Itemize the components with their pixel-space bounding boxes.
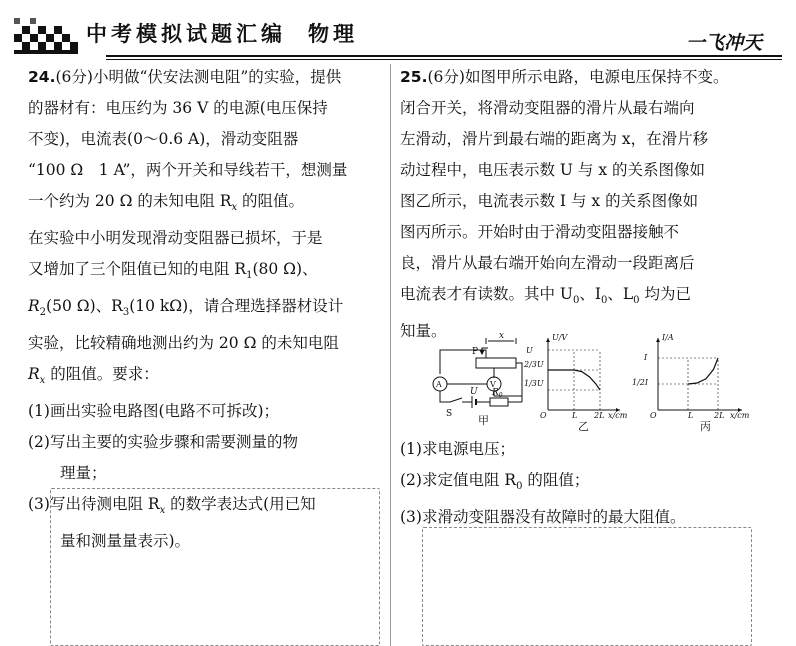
graph-c-xlabel: x/cm xyxy=(730,411,750,420)
graph-b-xtick-1: L xyxy=(572,411,578,420)
graph-c-xtick-1: L xyxy=(688,411,694,420)
q24-points: (6分) xyxy=(55,68,93,86)
q25-points: (6分) xyxy=(427,68,465,86)
q25-intro: 25.(6分)如图甲所示电路，电源电压保持不变。 闭合开关，将滑动变阻器的滑片从最右端向 左滑动，滑片到最右端的距离为 x，在滑片移 动过程中，电压表示数 U 与 x 的关系图像如 图乙所示，电流表示数 I 与 x 的关系图像如 图丙所示。开始时由于滑动变阻器接触不 良，滑片从最右端开始向左滑动一段距离后 电流表才有读数。其中 $U_0$、$I_0$、$L_0$ 均为已 知量。 xyxy=(400,68,729,341)
q25-answer-box[interactable] xyxy=(422,527,752,646)
graph-b-ylabel: U/V xyxy=(552,333,568,342)
graph-c-ytick-2: 1/2I xyxy=(632,378,649,387)
graph-b-xlabel: x/cm xyxy=(608,411,628,420)
q25-item-1: (1)求电源电压； xyxy=(400,440,515,458)
rheostat-icon xyxy=(476,358,516,368)
resistor-icon xyxy=(490,398,508,406)
x-label: x xyxy=(499,331,505,341)
q24-intro: 24.(6分)小明做“伏安法测电阻”的实验，提供 的器材有：电压约为 36 V 的电源(电压保持 不变)，电流表(0～0.6 A)，滑动变阻器 “100 Ω 1 A”，两个开关和导线若干，想测量 一个约为 20 Ω 的未知电阻 $R_x$ 的阻值。 xyxy=(28,68,348,214)
q25-item-3: (3)求滑动变阻器没有故障时的最大阻值。 xyxy=(400,508,686,527)
graph-c-xtick-2: 2L xyxy=(714,411,725,420)
q25-item-2: (2)求定值电阻 $R_0$ 的阻值； xyxy=(400,471,590,493)
subject-label: 物理 xyxy=(308,22,358,46)
graph-c-ytick-1: I xyxy=(644,353,648,362)
header-rule-thin xyxy=(106,59,782,60)
slider-arrow-icon xyxy=(480,350,484,354)
resistor-label: $R_0$ xyxy=(492,388,503,399)
q25-items xyxy=(400,434,784,533)
header-rule xyxy=(106,55,782,57)
graph-b-y-arrow-icon xyxy=(546,338,550,342)
graph-b-caption: 乙 xyxy=(578,420,589,432)
graph-c-y-arrow-icon xyxy=(656,338,660,342)
source-label: U xyxy=(470,387,478,397)
header-title xyxy=(86,18,358,48)
graph-c-curve xyxy=(688,358,718,384)
graph-b-ytick-1: U xyxy=(526,346,533,355)
ammeter-label: A xyxy=(436,380,442,389)
series-badge: 一飞冲天 xyxy=(686,32,763,54)
graph-b-xtick-2: 2L xyxy=(594,411,605,420)
q24-item-1: (1)画出实验电路图(电路不可拆改)； xyxy=(28,402,280,421)
graph-c-caption: 丙 xyxy=(700,420,711,432)
graph-b-ytick-2: 2/3U xyxy=(524,360,544,369)
graph-c xyxy=(632,333,750,432)
q24-paragraph-2: 在实验中小明发现滑动变阻器已损坏，于是 又增加了三个阻值已知的电阻 $R_1(80$ Ω)、 $R_2(50$ Ω)、$R_3(10$ kΩ)，请合理选择器材设计 实验，比较精确地测出约为 20 Ω 的未知电阻 $R_x$ 的阻值。要求： xyxy=(28,229,344,387)
q24-answer-box[interactable] xyxy=(50,488,380,646)
page-header xyxy=(0,0,796,58)
q24-item-2: (2)写出主要的实验步骤和需要测量的物 理量； xyxy=(28,433,298,483)
book-title: 中考模拟试题汇编 xyxy=(86,22,286,46)
graph-b-ytick-3: 1/3U xyxy=(524,379,544,388)
circuit-caption: 甲 xyxy=(478,414,489,427)
q25-figures xyxy=(424,326,754,432)
wire-top-left xyxy=(440,350,486,374)
question-24 xyxy=(28,62,383,557)
switch-icon xyxy=(450,398,462,402)
slider-label: P xyxy=(472,347,479,357)
wire-bottom-left xyxy=(440,391,450,402)
graph-b-origin: O xyxy=(540,411,547,420)
voltmeter-label: V xyxy=(490,380,496,389)
question-25 xyxy=(400,62,784,347)
graph-c-ylabel: I/A xyxy=(662,333,674,342)
graph-b xyxy=(523,333,628,432)
switch-label: S xyxy=(446,409,453,419)
q24-item-3: (3)写出待测电阻 $R_x$ 的数学表达式(用已知 量和测量量表示)。 xyxy=(28,495,316,551)
column-divider xyxy=(390,64,391,646)
graph-c-origin: O xyxy=(650,411,657,420)
q25-number: 25. xyxy=(400,68,428,86)
q24-number: 24. xyxy=(28,68,56,86)
